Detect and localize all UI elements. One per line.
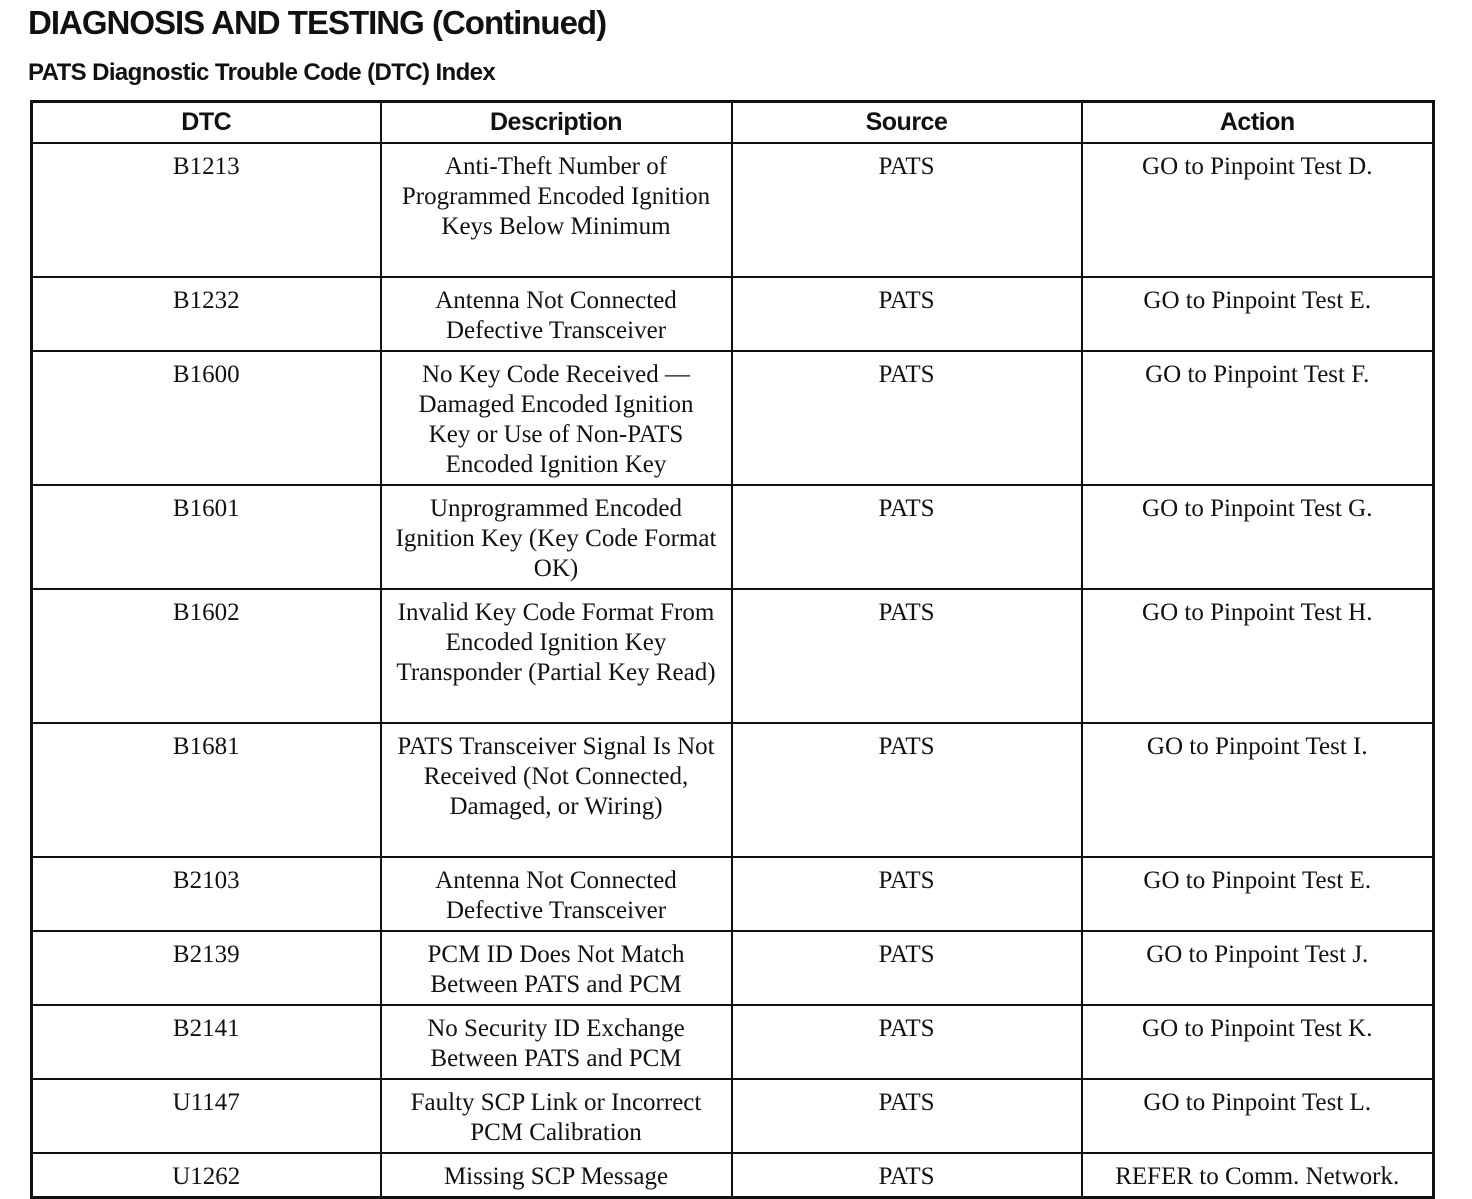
dtc-description: Antenna Not Connected Defective Transceiver bbox=[381, 857, 732, 931]
table-row bbox=[32, 1005, 1434, 1079]
dtc-source: PATS bbox=[732, 1079, 1082, 1153]
dtc-source: PATS bbox=[732, 351, 1082, 485]
dtc-code: B2139 bbox=[32, 931, 381, 1005]
dtc-code: B2103 bbox=[32, 857, 381, 931]
dtc-source: PATS bbox=[732, 1153, 1082, 1198]
dtc-source: PATS bbox=[732, 143, 1082, 277]
dtc-action: GO to Pinpoint Test J. bbox=[1082, 931, 1434, 1005]
dtc-description: Unprogrammed Encoded Ignition Key (Key Code Format OK) bbox=[381, 485, 732, 589]
table-row bbox=[32, 857, 1434, 931]
dtc-action: GO to Pinpoint Test E. bbox=[1082, 857, 1434, 931]
dtc-index-table bbox=[30, 100, 1435, 1199]
dtc-action: GO to Pinpoint Test H. bbox=[1082, 589, 1434, 723]
table-row bbox=[32, 1153, 1434, 1198]
table-row bbox=[32, 589, 1434, 723]
table-row bbox=[32, 1079, 1434, 1153]
section-title: PATS Diagnostic Trouble Code (DTC) Index bbox=[28, 59, 496, 86]
table-header-row bbox=[32, 102, 1434, 144]
dtc-description: Anti-Theft Number of Programmed Encoded Ignition Keys Below Minimum bbox=[381, 143, 732, 277]
dtc-code: B1601 bbox=[32, 485, 381, 589]
dtc-description: No Security ID Exchange Between PATS and PCM bbox=[381, 1005, 732, 1079]
dtc-code: B1213 bbox=[32, 143, 381, 277]
table-row bbox=[32, 485, 1434, 589]
dtc-action: REFER to Comm. Network. bbox=[1082, 1153, 1434, 1198]
table-row bbox=[32, 931, 1434, 1005]
dtc-code: U1262 bbox=[32, 1153, 381, 1198]
dtc-code: B1681 bbox=[32, 723, 381, 857]
dtc-code: B1600 bbox=[32, 351, 381, 485]
dtc-action: GO to Pinpoint Test E. bbox=[1082, 277, 1434, 351]
table-row bbox=[32, 351, 1434, 485]
table-row bbox=[32, 143, 1434, 277]
dtc-source: PATS bbox=[732, 931, 1082, 1005]
page-heading: DIAGNOSIS AND TESTING (Continued) bbox=[28, 4, 607, 41]
dtc-action: GO to Pinpoint Test D. bbox=[1082, 143, 1434, 277]
dtc-source: PATS bbox=[732, 485, 1082, 589]
dtc-source: PATS bbox=[732, 1005, 1082, 1079]
dtc-source: PATS bbox=[732, 277, 1082, 351]
column-header-description: Description bbox=[381, 102, 732, 144]
dtc-source: PATS bbox=[732, 589, 1082, 723]
column-header-source: Source bbox=[732, 102, 1082, 144]
column-header-dtc: DTC bbox=[32, 102, 381, 144]
dtc-description: PATS Transceiver Signal Is Not Received (Not Connected, Damaged, or Wiring) bbox=[381, 723, 732, 857]
dtc-description: Missing SCP Message bbox=[381, 1153, 732, 1198]
dtc-action: GO to Pinpoint Test L. bbox=[1082, 1079, 1434, 1153]
dtc-code: B1232 bbox=[32, 277, 381, 351]
dtc-description: Faulty SCP Link or Incorrect PCM Calibration bbox=[381, 1079, 732, 1153]
dtc-description: PCM ID Does Not Match Between PATS and PCM bbox=[381, 931, 732, 1005]
dtc-action: GO to Pinpoint Test G. bbox=[1082, 485, 1434, 589]
dtc-action: GO to Pinpoint Test K. bbox=[1082, 1005, 1434, 1079]
dtc-source: PATS bbox=[732, 723, 1082, 857]
dtc-code: B2141 bbox=[32, 1005, 381, 1079]
table-row bbox=[32, 277, 1434, 351]
dtc-code: B1602 bbox=[32, 589, 381, 723]
column-header-action: Action bbox=[1082, 102, 1434, 144]
table-row bbox=[32, 723, 1434, 857]
dtc-source: PATS bbox=[732, 857, 1082, 931]
dtc-description: Antenna Not Connected Defective Transceiver bbox=[381, 277, 732, 351]
dtc-action: GO to Pinpoint Test I. bbox=[1082, 723, 1434, 857]
dtc-description: No Key Code Received — Damaged Encoded Ignition Key or Use of Non-PATS Encoded Ignition Key bbox=[381, 351, 732, 485]
dtc-description: Invalid Key Code Format From Encoded Ignition Key Transponder (Partial Key Read) bbox=[381, 589, 732, 723]
dtc-code: U1147 bbox=[32, 1079, 381, 1153]
dtc-action: GO to Pinpoint Test F. bbox=[1082, 351, 1434, 485]
